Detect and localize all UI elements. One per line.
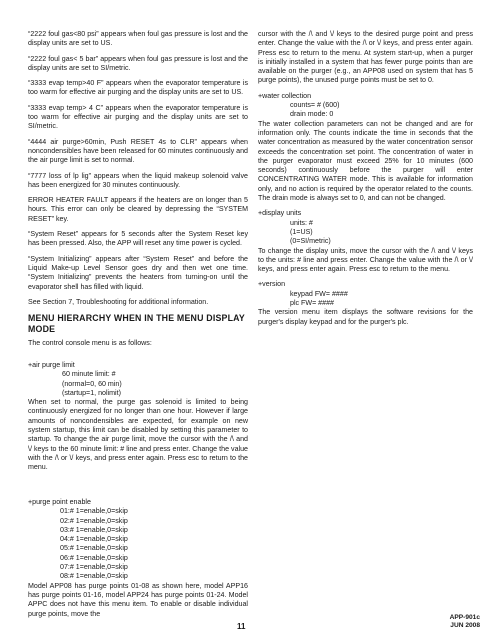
menu-line: (startup=1, nolimit) [62, 388, 121, 397]
doc-code: APP-901c [449, 614, 480, 621]
menu-item-title: +air purge limit [28, 361, 75, 369]
menu-line: 04:# 1=enable,0=skip [60, 535, 128, 544]
menu-item-title: +purge point enable [28, 498, 91, 506]
menu-line: (1=US) [290, 227, 313, 236]
section-heading: MENU HIERARCHY WHEN IN THE MENU DISPLAY MODE [28, 313, 245, 335]
paragraph: “7777 loss of lp lig” appears when the liquid makeup solenoid valve has been energized for 30 minutes continuously. [28, 171, 248, 189]
paragraph: “4444 air purge>60min, Push RESET 4s to CLR” appears when noncondensibles have been released for 60 minutes continuously and the air purge limit is set to normal. [28, 137, 248, 165]
menu-line: drain mode: 0 [290, 110, 334, 119]
paragraph: Model APP08 has purge points 01-08 as shown here, model APP16 has purge points 01-16, model APP24 has purge points 01-24. Model APPC does not have this menu item. To enable or disable individual purge points, move the [28, 581, 248, 618]
menu-item-title: +version [258, 280, 286, 289]
paragraph: “3333 evap temp> 4 C” appears when the evaporator temperature is too warm for effective air purging and the display units are set to SI/metric. [28, 103, 248, 131]
air-purge-limit-section [28, 361, 248, 479]
paragraph: cursor with the /\ and \/ keys to the desired purge point and press enter. Change the value with the /\ or \/ keys, and press enter again. Press esc to return to the menu. At system start-up, when a purger is initially installed in a system that has fewer purge points than are available on the purger (e.g., an APP08 used on system that has 5 purge points), the unused purge points must be set to 0. [258, 30, 473, 85]
paragraph: The water collection parameters can not be changed and are for information only. The counts indicate the time in seconds that the water concentration as measured by the water concentration sensor exceeds the concentration set point. The concentration of water in the purger evaporator must exceed 25% for 10 minutes (600 seconds) continuously before the purger will enter CONCENTRATING WATER mode. This is available for information only, and no action is required by the operator related to the counts. The drain mode is always set to 0, and can not be changed. [258, 119, 473, 203]
document-code [440, 614, 480, 630]
menu-line: (normal=0, 60 min) [62, 379, 122, 388]
left-column-top [28, 30, 248, 354]
menu-line: (0=SI/metric) [290, 237, 331, 246]
menu-item-lines [258, 290, 473, 309]
menu-line: plc FW= #### [290, 299, 334, 308]
paragraph: ERROR HEATER FAULT appears if the heaters are on longer than 5 hours. This error can only be cleared by depressing the “SYSTEM RESET” key. [28, 196, 248, 223]
menu-item-title: +water collection [258, 91, 312, 100]
paragraph: The control console menu is as follows: [28, 339, 152, 348]
paragraph: “2222 foul gas<80 psi” appears when foul gas pressure is lost and the display units are set to US. [28, 30, 248, 48]
menu-line: 60 minute limit: # [62, 370, 116, 379]
menu-item-title: +display units [258, 209, 302, 218]
menu-item-lines [258, 101, 473, 120]
paragraph: See Section 7, Troubleshooting for additional information. [28, 297, 209, 306]
menu-line: 08:# 1=enable,0=skip [60, 572, 128, 581]
doc-date: JUN 2008 [450, 622, 480, 629]
menu-line: 06:# 1=enable,0=skip [60, 553, 128, 562]
right-column [258, 30, 473, 333]
menu-line: units: # [290, 218, 313, 227]
paragraph: “System Reset” appears for 5 seconds after the System Reset key has been pressed. Also, the APP will reset any time power is cycled. [28, 230, 248, 248]
page-number: 11 [237, 622, 246, 631]
menu-item-lines [28, 507, 248, 581]
paragraph: To change the display units, move the cursor with the /\ and \/ keys to the units: # line and press enter. Change the value with the /\ or \/ keys, and press enter again. Press esc to return to the menu. [258, 246, 473, 274]
paragraph: “3333 evap temp>40 F” appears when the evaporator temperature is too warm for effective air purging and the display units are set to US. [28, 79, 248, 97]
menu-item-lines [28, 370, 248, 398]
menu-line: 01:# 1=enable,0=skip [60, 507, 128, 516]
paragraph: When set to normal, the purge gas solenoid is limited to being continuously energized for no longer than one hour. However if large amounts of noncondensibles are expected, for example on new system startup, this limit can be disabled by setting this parameter to startup. To change the air purge limit, move the cursor with the /\ and \/ keys to the 60 minute limit: # line and press enter. Change the value with the /\ or \/ keys, and press enter again. Press esc to return to the menu. [28, 398, 248, 472]
paragraph: “System Initializing” appears after “System Reset” and before the Liquid Make-up Level Sensor goes dry and then wet one time. “System Initializing” prevents the heaters from turning-on until the evaporator shell has filled with liquid. [28, 254, 248, 291]
paragraph: “2222 foul gas< 5 bar” appears when foul gas pressure is lost and the display units are set to SI/metric. [28, 54, 248, 72]
menu-line: 03:# 1=enable,0=skip [60, 525, 128, 534]
menu-line: 07:# 1=enable,0=skip [60, 563, 128, 572]
menu-line: counts= # (600) [290, 101, 340, 110]
menu-line: 05:# 1=enable,0=skip [60, 544, 128, 553]
menu-line: keypad FW= #### [290, 289, 348, 298]
purge-point-section [28, 498, 248, 625]
paragraph: The version menu item displays the software revisions for the purger's display keypad and for the purger's plc. [258, 308, 473, 326]
menu-line: 02:# 1=enable,0=skip [60, 516, 128, 525]
menu-item-lines [258, 219, 473, 247]
